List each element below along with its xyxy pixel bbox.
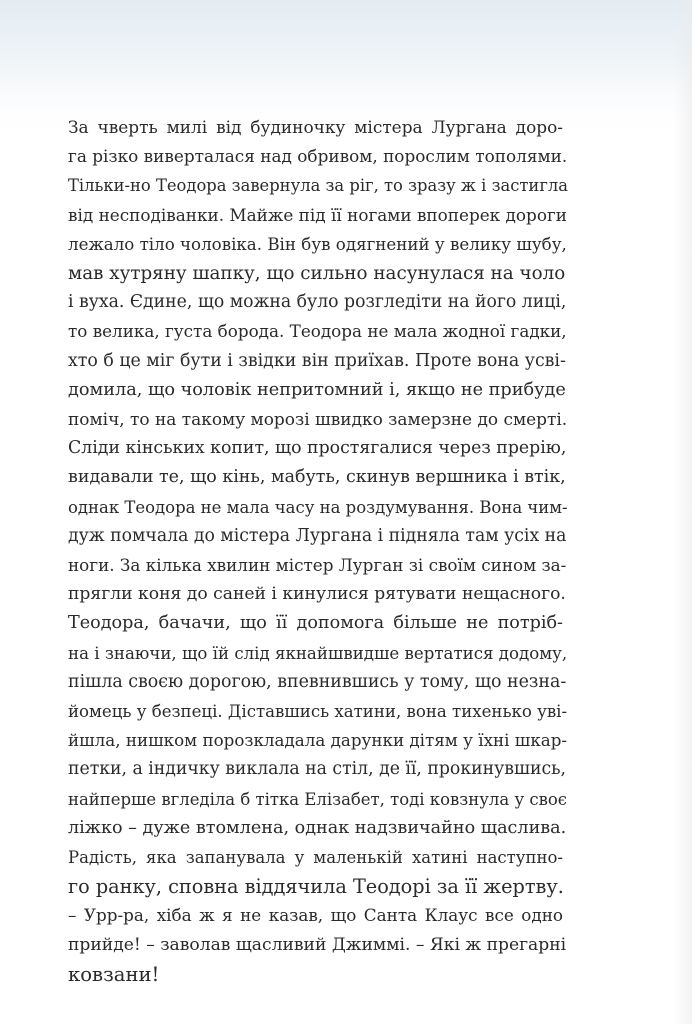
- text-line: петки, а індичку виклала на стіл, де її, прокинувшись,: [68, 759, 567, 780]
- text-line: хто б це міг бути і звідки він приїхав. Проте вона усві-: [68, 350, 566, 371]
- text-line: Теодора, бачачи, що її допомога більше не потріб-: [68, 613, 563, 634]
- text-line: лежало тіло чоловіка. Він був одягнений у велику шубу,: [68, 234, 567, 254]
- text-line: і вуха. Єдине, що можна було розгледіти на його лиці,: [68, 292, 567, 313]
- paragraph: [40, 609, 568, 843]
- text-line: Радість, яка запанувала у маленькій хатині наступно-: [68, 848, 563, 868]
- paragraph: [40, 901, 567, 989]
- text-line: поміч, то на такому морозі швидко замерзне до смерті.: [68, 409, 568, 430]
- text-line: мав хутряну шапку, що сильно насунулася на чоло: [68, 263, 566, 285]
- text-line: За чверть милі від будиночку містера Лургана доро-: [68, 117, 563, 137]
- text-line: го ранку, сповна віддячила Теодорі за її жертву.: [68, 875, 564, 899]
- text-line: однак Теодора не мала часу на роздумування. Вона чим-: [68, 497, 568, 517]
- text-line: ліжко – дуже втомлена, однак надзвичайно щаслива.: [68, 817, 567, 838]
- page-edge-shadow: [674, 0, 692, 1024]
- body-text: [40, 113, 569, 989]
- text-line: га різко виверталася над обривом, порослим тополями.: [68, 146, 568, 167]
- text-line: дуж помчала до містера Лургана і підняла там усіх на: [68, 525, 567, 546]
- paragraph: [40, 843, 563, 901]
- text-line: прягли коня до саней і кинулися рятувати нещасного.: [68, 584, 566, 605]
- text-line: прийде! – заволав щасливий Джиммі. – Які ж прегарні: [68, 934, 567, 955]
- text-line: ковзани!: [68, 962, 160, 986]
- text-line: на і знаючи, що їй слід якнайшвидше вертатися додому,: [68, 643, 568, 663]
- text-line: найперше вгледіла б тітка Елізабет, тоді ковзнула у своє: [68, 789, 568, 809]
- text-line: Сліди кінських копит, що простягалися через прерію,: [68, 438, 567, 459]
- text-line: йшла, нишком порозкладала дарунки дітям у їхні шкар-: [68, 730, 568, 751]
- text-line: домила, що чоловік непритомний і, якщо не прибуде: [68, 379, 566, 400]
- text-line: ноги. За кілька хвилин містер Лурган зі своїм сином за-: [68, 555, 567, 576]
- text-line: пішла своєю дорогою, впевнившись у тому, що незна-: [68, 671, 567, 692]
- text-line: видавали те, що кінь, мабуть, скинув вершника і втік,: [68, 467, 566, 488]
- text-line: йомець у безпеці. Діставшись хатини, вона тихенько уві-: [68, 702, 568, 722]
- text-line: – Урр-ра, хіба ж я не казав, що Санта Клаус все одно: [68, 905, 563, 926]
- text-line: то велика, густа борода. Теодора не мала жодної гадки,: [68, 321, 567, 342]
- text-line: від несподіванки. Майже під її ногами впоперек дороги: [68, 204, 567, 225]
- text-line: Тільки-но Теодора завернула за ріг, то зразу ж і застигла: [68, 176, 569, 196]
- paragraph: [40, 113, 569, 609]
